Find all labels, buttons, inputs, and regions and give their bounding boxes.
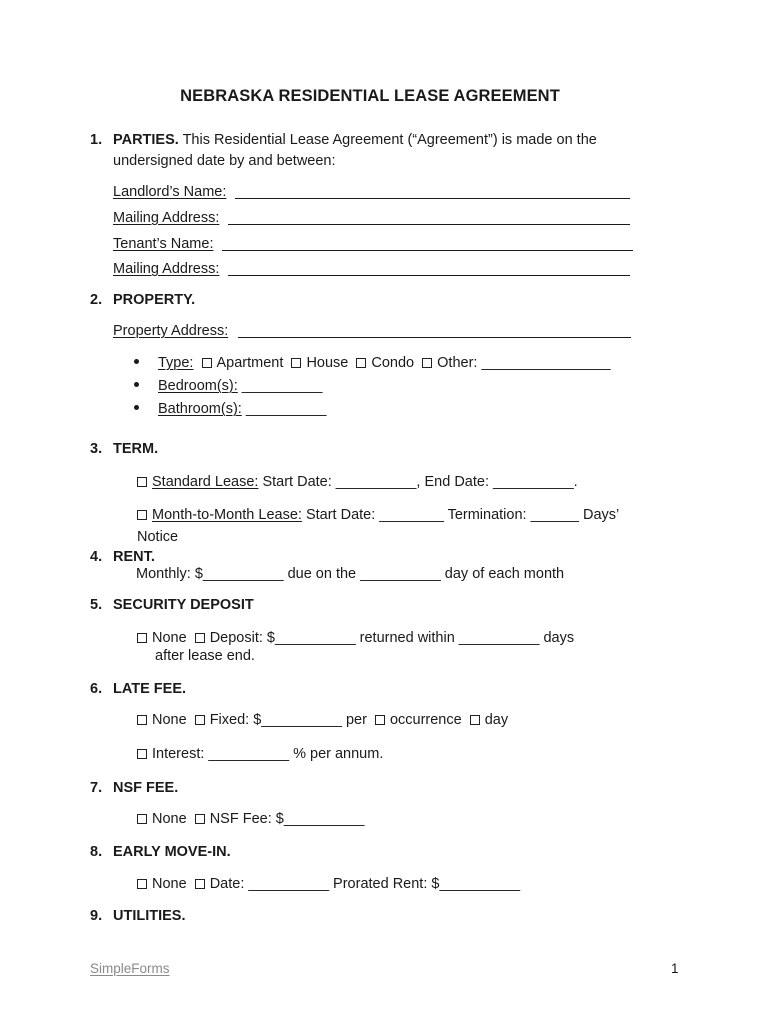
section-5-heading: SECURITY DEPOSIT bbox=[113, 597, 254, 613]
section-6-number: 6. bbox=[90, 681, 103, 697]
section-3-number: 3. bbox=[90, 441, 103, 457]
type-house-label: House bbox=[306, 355, 349, 371]
section-6-heading: LATE FEE. bbox=[113, 681, 187, 697]
section-1-text-line1: This Residential Lease Agreement (“Agreement”) is made on the bbox=[178, 132, 597, 148]
tenant-name-field[interactable] bbox=[222, 250, 633, 251]
section-4-heading: RENT. bbox=[113, 549, 155, 565]
section-7-number: 7. bbox=[90, 780, 103, 796]
checkbox-month-to-month[interactable] bbox=[137, 510, 147, 520]
section-4-number: 4. bbox=[90, 549, 103, 565]
landlord-name-label: Landlord’s Name: bbox=[113, 184, 227, 200]
checkbox-per-occurrence[interactable] bbox=[375, 715, 385, 725]
checkbox-late-fee-fixed[interactable] bbox=[195, 715, 205, 725]
property-address-label: Property Address: bbox=[113, 323, 229, 339]
document-title: NEBRASKA RESIDENTIAL LEASE AGREEMENT bbox=[180, 87, 560, 105]
checkbox-move-in-date[interactable] bbox=[195, 879, 205, 889]
checkbox-interest[interactable] bbox=[137, 749, 147, 759]
checkbox-nsf-none[interactable] bbox=[137, 814, 147, 824]
move-in-date-text: Date: __________ Prorated Rent: $__________ bbox=[209, 876, 521, 892]
section-2-number: 2. bbox=[90, 292, 103, 308]
checkbox-late-fee-none[interactable] bbox=[137, 715, 147, 725]
section-7-heading: NSF FEE. bbox=[113, 780, 179, 796]
per-day-label: day bbox=[484, 712, 509, 728]
checkbox-deposit[interactable] bbox=[195, 633, 205, 643]
bedrooms-row bbox=[158, 377, 322, 395]
tenant-mailing-label: Mailing Address: bbox=[113, 261, 220, 277]
interest-text: Interest: __________ % per annum. bbox=[152, 746, 384, 762]
type-condo-label: Condo bbox=[371, 355, 415, 371]
checkbox-deposit-none[interactable] bbox=[137, 633, 147, 643]
standard-lease-row bbox=[137, 473, 578, 491]
month-to-month-text-line2: Notice bbox=[137, 529, 179, 545]
per-occurrence-label: occurrence bbox=[389, 712, 462, 728]
section-9-heading: UTILITIES. bbox=[113, 908, 186, 924]
checkbox-nsf-fee[interactable] bbox=[195, 814, 205, 824]
early-move-in-row bbox=[137, 875, 520, 893]
standard-lease-label: Standard Lease: bbox=[152, 474, 259, 490]
checkbox-other[interactable] bbox=[422, 358, 432, 368]
rent-text: Monthly: $__________ due on the __________ day of each month bbox=[136, 566, 565, 582]
property-type-label: Type: bbox=[158, 355, 194, 371]
landlord-mailing-field[interactable] bbox=[228, 224, 630, 225]
bedrooms-field[interactable]: __________ bbox=[237, 378, 323, 394]
nsf-fee-text: NSF Fee: $__________ bbox=[209, 811, 365, 827]
deposit-text-line2: after lease end. bbox=[155, 648, 255, 664]
page-number: 1 bbox=[671, 961, 679, 976]
checkbox-house[interactable] bbox=[291, 358, 301, 368]
footer-brand-link[interactable]: SimpleForms bbox=[90, 961, 170, 976]
month-to-month-label: Month-to-Month Lease: bbox=[152, 507, 302, 523]
bullet-icon bbox=[134, 359, 139, 364]
section-8-heading: EARLY MOVE-IN. bbox=[113, 844, 231, 860]
nsf-none-label: None bbox=[152, 811, 187, 827]
interest-row bbox=[137, 745, 383, 763]
bullet-icon bbox=[134, 405, 139, 410]
property-type-row bbox=[158, 354, 611, 372]
type-apartment-label: Apartment bbox=[216, 355, 284, 371]
security-deposit-row bbox=[137, 629, 574, 647]
section-3-heading: TERM. bbox=[113, 441, 159, 457]
tenant-mailing-field[interactable] bbox=[228, 275, 630, 276]
section-8-number: 8. bbox=[90, 844, 103, 860]
deposit-text: Deposit: $__________ returned within __________ days bbox=[209, 630, 575, 646]
move-in-none-label: None bbox=[152, 876, 187, 892]
section-1-text-line2: undersigned date by and between: bbox=[113, 153, 336, 169]
late-fee-none-label: None bbox=[152, 712, 187, 728]
type-other-label: Other: ________________ bbox=[437, 355, 611, 371]
section-9-number: 9. bbox=[90, 908, 103, 924]
late-fee-fixed-text: Fixed: $__________ per bbox=[209, 712, 367, 728]
checkbox-standard-lease[interactable] bbox=[137, 477, 147, 487]
late-fee-row bbox=[137, 711, 508, 729]
section-2-heading: PROPERTY. bbox=[113, 292, 196, 308]
landlord-mailing-label: Mailing Address: bbox=[113, 210, 220, 226]
standard-lease-text: Start Date: __________, End Date: __________. bbox=[258, 474, 578, 490]
month-to-month-text: Start Date: ________ Termination: ______ Days’ bbox=[301, 507, 620, 523]
tenant-name-label: Tenant’s Name: bbox=[113, 236, 214, 252]
deposit-none-label: None bbox=[152, 630, 187, 646]
checkbox-per-day[interactable] bbox=[470, 715, 480, 725]
section-1-paragraph bbox=[113, 131, 597, 149]
bathrooms-label: Bathroom(s): bbox=[158, 401, 242, 417]
landlord-name-field[interactable] bbox=[235, 198, 630, 199]
bedrooms-label: Bedroom(s): bbox=[158, 378, 238, 394]
checkbox-move-in-none[interactable] bbox=[137, 879, 147, 889]
bathrooms-row bbox=[158, 400, 326, 418]
bullet-icon bbox=[134, 382, 139, 387]
section-1-number: 1. bbox=[90, 132, 103, 148]
section-1-heading: PARTIES. bbox=[113, 132, 179, 148]
section-5-number: 5. bbox=[90, 597, 103, 613]
bathrooms-field[interactable]: __________ bbox=[241, 401, 327, 417]
checkbox-apartment[interactable] bbox=[202, 358, 212, 368]
property-address-field[interactable] bbox=[238, 337, 631, 338]
checkbox-condo[interactable] bbox=[356, 358, 366, 368]
nsf-fee-row bbox=[137, 810, 364, 828]
month-to-month-row bbox=[137, 506, 619, 524]
